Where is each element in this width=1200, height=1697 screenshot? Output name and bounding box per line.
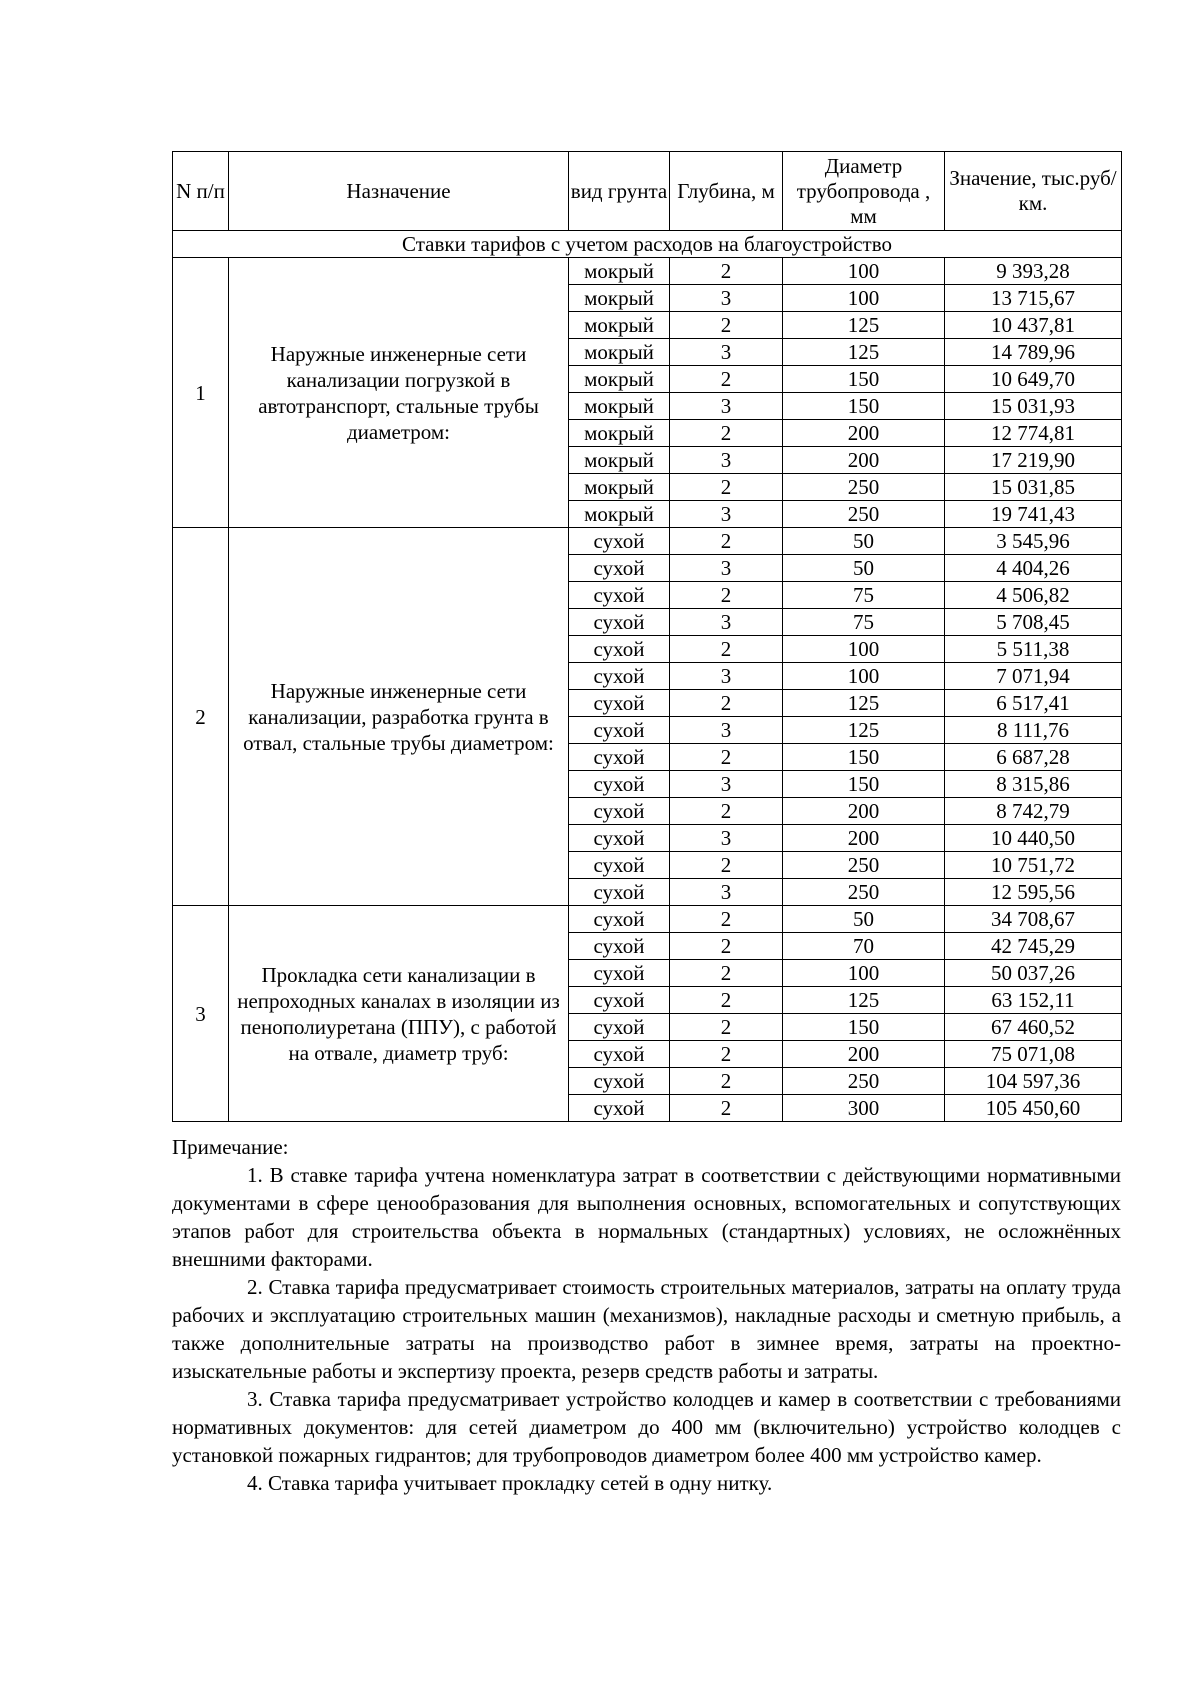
cell-depth: 3 <box>670 285 783 312</box>
cell-soil: сухой <box>569 1041 670 1068</box>
cell-value: 15 031,93 <box>945 393 1122 420</box>
cell-soil: мокрый <box>569 285 670 312</box>
cell-soil: сухой <box>569 798 670 825</box>
cell-soil: сухой <box>569 555 670 582</box>
cell-soil: сухой <box>569 636 670 663</box>
cell-value: 9 393,28 <box>945 258 1122 285</box>
tariff-table <box>172 151 1122 1122</box>
cell-depth: 3 <box>670 771 783 798</box>
cell-depth: 2 <box>670 636 783 663</box>
cell-soil: сухой <box>569 933 670 960</box>
cell-value: 15 031,85 <box>945 474 1122 501</box>
cell-diameter: 200 <box>783 1041 945 1068</box>
cell-soil: сухой <box>569 717 670 744</box>
cell-depth: 2 <box>670 474 783 501</box>
cell-value: 75 071,08 <box>945 1041 1122 1068</box>
cell-soil: сухой <box>569 1095 670 1122</box>
cell-diameter: 250 <box>783 852 945 879</box>
cell-value: 8 742,79 <box>945 798 1122 825</box>
cell-value: 50 037,26 <box>945 960 1122 987</box>
note-item: 3. Ставка тарифа предусматривает устройство колодцев и камер в соответствии с требованиями нормативных документов: для сетей диаметром до 400 мм (включительно) устройство колодцев с установкой пожарных гидрантов; для трубопроводов диаметром более 400 мм устройство камер. <box>172 1387 1121 1467</box>
cell-soil: мокрый <box>569 447 670 474</box>
cell-value: 8 111,76 <box>945 717 1122 744</box>
cell-depth: 2 <box>670 1041 783 1068</box>
cell-value: 8 315,86 <box>945 771 1122 798</box>
cell-diameter: 50 <box>783 906 945 933</box>
cell-depth: 2 <box>670 744 783 771</box>
header-num: N п/п <box>173 152 229 231</box>
cell-value: 67 460,52 <box>945 1014 1122 1041</box>
header-diameter: Диаметр трубопровода , мм <box>783 152 945 231</box>
cell-diameter: 200 <box>783 447 945 474</box>
cell-soil: сухой <box>569 744 670 771</box>
cell-soil: мокрый <box>569 420 670 447</box>
cell-value: 42 745,29 <box>945 933 1122 960</box>
cell-diameter: 125 <box>783 717 945 744</box>
cell-depth: 2 <box>670 960 783 987</box>
header-value: Значение, тыс.руб/км. <box>945 152 1122 231</box>
cell-soil: сухой <box>569 987 670 1014</box>
row-purpose: Прокладка сети канализации в непроходных каналах в изоляции из пенополиуретана (ППУ), с работой на отвале, диаметр труб: <box>229 906 569 1122</box>
cell-depth: 2 <box>670 420 783 447</box>
cell-soil: мокрый <box>569 501 670 528</box>
cell-diameter: 100 <box>783 636 945 663</box>
cell-soil: сухой <box>569 906 670 933</box>
cell-depth: 3 <box>670 717 783 744</box>
cell-depth: 2 <box>670 366 783 393</box>
cell-soil: сухой <box>569 609 670 636</box>
cell-value: 34 708,67 <box>945 906 1122 933</box>
cell-value: 13 715,67 <box>945 285 1122 312</box>
cell-diameter: 250 <box>783 501 945 528</box>
cell-soil: мокрый <box>569 312 670 339</box>
table-header-row <box>173 152 1122 231</box>
table-row <box>173 906 1122 933</box>
cell-depth: 2 <box>670 528 783 555</box>
cell-soil: сухой <box>569 528 670 555</box>
cell-value: 10 440,50 <box>945 825 1122 852</box>
cell-value: 10 751,72 <box>945 852 1122 879</box>
cell-value: 5 708,45 <box>945 609 1122 636</box>
cell-depth: 3 <box>670 609 783 636</box>
cell-value: 3 545,96 <box>945 528 1122 555</box>
cell-soil: сухой <box>569 690 670 717</box>
notes-title: Примечание: <box>172 1135 289 1159</box>
cell-value: 63 152,11 <box>945 987 1122 1014</box>
cell-depth: 3 <box>670 447 783 474</box>
cell-value: 6 517,41 <box>945 690 1122 717</box>
cell-soil: сухой <box>569 582 670 609</box>
cell-diameter: 250 <box>783 879 945 906</box>
cell-depth: 2 <box>670 312 783 339</box>
cell-depth: 3 <box>670 501 783 528</box>
cell-soil: мокрый <box>569 339 670 366</box>
cell-value: 12 774,81 <box>945 420 1122 447</box>
cell-depth: 2 <box>670 258 783 285</box>
cell-soil: сухой <box>569 960 670 987</box>
row-purpose: Наружные инженерные сети канализации, разработка грунта в отвал, стальные трубы диаметром: <box>229 528 569 906</box>
cell-diameter: 50 <box>783 555 945 582</box>
cell-value: 7 071,94 <box>945 663 1122 690</box>
cell-diameter: 300 <box>783 1095 945 1122</box>
table-row <box>173 258 1122 285</box>
cell-diameter: 100 <box>783 663 945 690</box>
cell-diameter: 125 <box>783 312 945 339</box>
cell-soil: сухой <box>569 1068 670 1095</box>
header-purpose: Назначение <box>229 152 569 231</box>
cell-soil: мокрый <box>569 474 670 501</box>
cell-soil: сухой <box>569 1014 670 1041</box>
cell-diameter: 200 <box>783 420 945 447</box>
row-number: 2 <box>173 528 229 906</box>
cell-value: 17 219,90 <box>945 447 1122 474</box>
cell-value: 5 511,38 <box>945 636 1122 663</box>
cell-depth: 2 <box>670 1014 783 1041</box>
note-item: 4. Ставка тарифа учитывает прокладку сетей в одну нитку. <box>247 1471 773 1495</box>
cell-value: 19 741,43 <box>945 501 1122 528</box>
cell-diameter: 125 <box>783 339 945 366</box>
table-subheader-row <box>173 231 1122 258</box>
header-depth: Глубина, м <box>670 152 783 231</box>
cell-value: 4 404,26 <box>945 555 1122 582</box>
cell-soil: сухой <box>569 825 670 852</box>
row-purpose: Наружные инженерные сети канализации погрузкой в автотранспорт, стальные трубы диаметром: <box>229 258 569 528</box>
header-soil: вид грунта <box>569 152 670 231</box>
cell-value: 6 687,28 <box>945 744 1122 771</box>
cell-depth: 2 <box>670 582 783 609</box>
cell-diameter: 150 <box>783 393 945 420</box>
tariff-table-container <box>172 151 1121 1122</box>
cell-depth: 2 <box>670 1068 783 1095</box>
cell-diameter: 200 <box>783 825 945 852</box>
cell-depth: 3 <box>670 555 783 582</box>
cell-diameter: 150 <box>783 1014 945 1041</box>
cell-value: 4 506,82 <box>945 582 1122 609</box>
cell-value: 12 595,56 <box>945 879 1122 906</box>
row-number: 3 <box>173 906 229 1122</box>
cell-value: 10 649,70 <box>945 366 1122 393</box>
cell-depth: 3 <box>670 663 783 690</box>
cell-depth: 2 <box>670 852 783 879</box>
cell-diameter: 250 <box>783 1068 945 1095</box>
cell-diameter: 70 <box>783 933 945 960</box>
cell-diameter: 50 <box>783 528 945 555</box>
notes-section <box>172 1133 1121 1497</box>
cell-depth: 2 <box>670 1095 783 1122</box>
cell-value: 10 437,81 <box>945 312 1122 339</box>
cell-soil: сухой <box>569 852 670 879</box>
cell-soil: сухой <box>569 879 670 906</box>
cell-diameter: 125 <box>783 690 945 717</box>
cell-value: 14 789,96 <box>945 339 1122 366</box>
cell-depth: 3 <box>670 339 783 366</box>
cell-depth: 2 <box>670 798 783 825</box>
cell-depth: 2 <box>670 690 783 717</box>
cell-diameter: 200 <box>783 798 945 825</box>
cell-diameter: 250 <box>783 474 945 501</box>
row-number: 1 <box>173 258 229 528</box>
cell-diameter: 100 <box>783 960 945 987</box>
cell-soil: сухой <box>569 663 670 690</box>
cell-value: 104 597,36 <box>945 1068 1122 1095</box>
cell-depth: 2 <box>670 906 783 933</box>
cell-depth: 3 <box>670 825 783 852</box>
note-item: 1. В ставке тарифа учтена номенклатура затрат в соответствии с действующими нормативными документами в сфере ценообразования для выполнения основных, вспомогательных и сопутствующих этапов работ для строительства объекта в нормальных (стандартных) условиях, не осложнённых внешними факторами. <box>172 1163 1121 1271</box>
table-subheader: Ставки тарифов с учетом расходов на благоустройство <box>173 231 1122 258</box>
cell-soil: сухой <box>569 771 670 798</box>
cell-diameter: 100 <box>783 285 945 312</box>
cell-depth: 2 <box>670 933 783 960</box>
cell-depth: 3 <box>670 393 783 420</box>
cell-depth: 2 <box>670 987 783 1014</box>
cell-diameter: 100 <box>783 258 945 285</box>
note-item: 2. Ставка тарифа предусматривает стоимость строительных материалов, затраты на оплату труда рабочих и эксплуатацию строительных машин (механизмов), накладные расходы и сметную прибыль, а также дополнительные затраты на производство работ в зимнее время, затраты на проектно-изыскательные работы и экспертизу проекта, резерв средств работы и затраты. <box>172 1275 1121 1383</box>
cell-diameter: 75 <box>783 609 945 636</box>
cell-soil: мокрый <box>569 258 670 285</box>
cell-soil: мокрый <box>569 393 670 420</box>
cell-diameter: 125 <box>783 987 945 1014</box>
cell-diameter: 150 <box>783 366 945 393</box>
cell-diameter: 150 <box>783 744 945 771</box>
cell-value: 105 450,60 <box>945 1095 1122 1122</box>
cell-soil: мокрый <box>569 366 670 393</box>
cell-diameter: 75 <box>783 582 945 609</box>
cell-diameter: 150 <box>783 771 945 798</box>
cell-depth: 3 <box>670 879 783 906</box>
table-row <box>173 528 1122 555</box>
